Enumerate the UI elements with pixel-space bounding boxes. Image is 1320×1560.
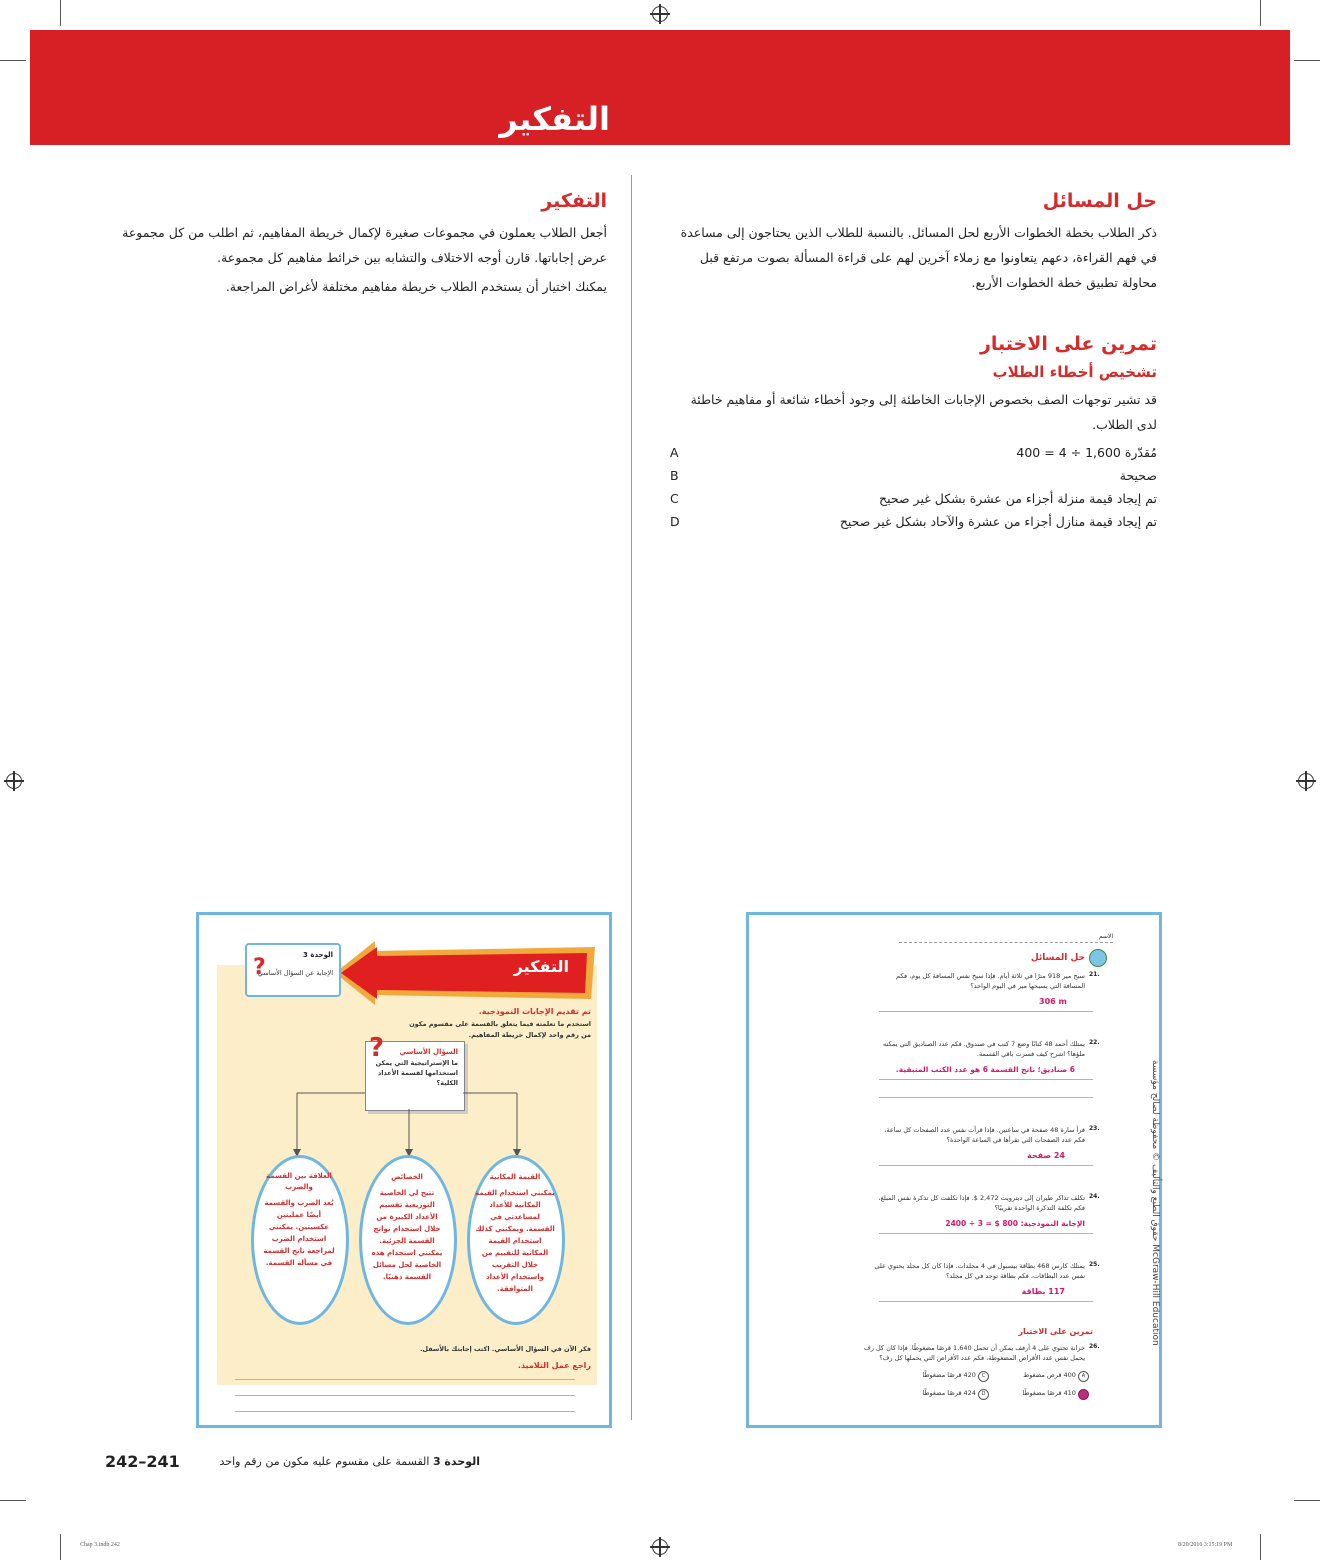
- unit-label: الوحدة 3: [303, 951, 333, 959]
- registration-mark-icon: [652, 6, 668, 22]
- oval-text: يُعد الضرب والقسمة أيضًا عمليتين عكسيتين. يمكنني استخدام الضرب لمراجعة ناتج القسمة في مسألة القسمة.: [263, 1199, 335, 1267]
- column-divider: [631, 175, 632, 1420]
- crop-mark: [60, 1534, 61, 1560]
- choice-b-selected[interactable]: [999, 1389, 1089, 1400]
- problem-text: يمتلك كارس 468 بطاقة بيسبول في 4 مجلدات. فإذا كان كل مجلد يحتوي على نفس عدد البطاقات، فكم بطاقة توجد في كل مجلد؟: [874, 1262, 1085, 1280]
- header-banner: [30, 30, 1290, 145]
- problem-answer: 24 صفحة: [1026, 1151, 1065, 1160]
- problem-answer: 117 بطاقة: [1021, 1287, 1065, 1296]
- thumb-problem-solving-heading: حل المسائل: [1030, 953, 1085, 963]
- crop-mark: [1260, 0, 1261, 26]
- left-column: [115, 190, 607, 299]
- name-field[interactable]: الاسم: [899, 933, 1113, 943]
- answer-line: [235, 1379, 575, 1380]
- choice-letter: B: [1078, 1389, 1089, 1400]
- oval-title: القيمة المكانية: [489, 1173, 541, 1181]
- option-letter: A: [670, 445, 679, 460]
- file-info: Chap 3.indb 242: [80, 1542, 120, 1548]
- problem-answer: 6 صناديق؛ ناتج القسمة 6 هو عدد الكتب المتبقية.: [895, 1065, 1075, 1074]
- option-text: تم إيجاد قيمة منازل أجزاء من عشرة والآحاد بشكل غير صحيح: [839, 514, 1157, 529]
- option-row: [670, 491, 1157, 514]
- option-row: [670, 445, 1157, 468]
- choice-letter: C: [978, 1371, 989, 1382]
- footer-unit: الوحدة 3: [432, 1455, 480, 1468]
- crop-mark: [0, 60, 26, 61]
- answer-line: [879, 1079, 1093, 1080]
- problem-number: 22.: [1089, 1039, 1100, 1046]
- registration-mark-icon: [6, 773, 22, 789]
- answer-line: [235, 1395, 575, 1396]
- answer-line: [879, 1165, 1093, 1166]
- reflect-prompt: فكر الآن في السؤال الأساسي. اكتب إجابتك بالأسفل.: [419, 1345, 591, 1353]
- footer-unit-line: [200, 1455, 480, 1468]
- answer-line: [879, 1097, 1093, 1098]
- footer-unit-title: القسمة على مقسوم عليه مكون من رقم واحد: [219, 1455, 430, 1468]
- problem-solving-heading: حل المسائل: [1042, 190, 1157, 212]
- choice-text: 410 قرصًا مضغوطًا: [1022, 1389, 1076, 1397]
- concept-map-thumbnail: [196, 912, 612, 1428]
- answer-line: [879, 1233, 1093, 1234]
- option-text: صحيحة: [1119, 468, 1157, 483]
- problem-text: خزانة تحتوي على 4 أرفف يمكن أن تحمل 1,640 قرصًا مضغوطًا. فإذا كان كل رف يحمل نفس عدد الأقراص المضغوطة، فكم عدد الأقراص التي يحملها كل رف؟: [864, 1344, 1085, 1362]
- problem-number: 23.: [1089, 1125, 1100, 1132]
- globe-icon: [1089, 949, 1107, 967]
- answer-line: [879, 1011, 1093, 1012]
- crop-mark: [1294, 60, 1320, 61]
- choice-d[interactable]: [899, 1389, 989, 1400]
- oval-text: يمكنني استخدام القيمة المكانية للأعداد لمساعدتي في القسمة. ويمكنني كذلك استخدام القيمة المكانية للتقييم من خلال التقريب واستخدام الأعداد المتوافقة.: [475, 1189, 555, 1293]
- choice-text: 420 قرصًا مضغوطًا: [922, 1371, 976, 1379]
- choice-letter: A: [1078, 1371, 1089, 1382]
- concept-map-instruction: استخدم ما تعلمته فيما يتعلق بالقسمة على مقسوم مكون من رقم واحد لإكمال خريطة المفاهيم.: [409, 1020, 591, 1039]
- answer-line: [879, 1301, 1093, 1302]
- oval-text: تتيح لي الخاصية التوزيعية تقسيم الأعداد الكبيرة من خلال استخدام نواتج القسمة الجزئية. يمكنني استخدام هذه الخاصية لحل مسائل القسمة ذهنيًا.: [371, 1189, 443, 1281]
- option-row: [670, 514, 1157, 537]
- essential-question-text: ما الإستراتيجية التي يمكن استخدامها لقسمة الأعداد الكلية؟: [375, 1059, 458, 1087]
- crop-mark: [0, 1500, 26, 1501]
- essential-answer-label: الإجابة عن السؤال الأساسي: [257, 969, 333, 977]
- oval-title: العلاقة بين القسمة والضرب: [266, 1172, 332, 1191]
- problem-solving-text: ذكر الطلاب بخطة الخطوات الأربع لحل المسائل. بالنسبة للطلاب الذين يحتاجون إلى مساعدة في فهم القراءة، دعهم يتعاونوا مع زملاء آخرين لهم على قراءة المسألة بصوت مرتفع قبل محاولة تطبيق خطة الخطوات الأربع.: [680, 225, 1157, 290]
- problem-text: سبح مير 918 مترًا في ثلاثة أيام. فإذا سبح نفس المسافة كل يوم، فكم المسافة التي يسبحها مير في اليوم الواحد؟: [896, 972, 1085, 990]
- reflect-review-text: يمكنك اختيار أن يستخدم الطلاب خريطة مفاهيم مختلفة لأغراض المراجعة.: [225, 279, 607, 294]
- page-numbers: 242–241: [105, 1452, 180, 1471]
- choice-letter: D: [978, 1389, 989, 1400]
- registration-mark-icon: [652, 1539, 668, 1555]
- banner-title: التفكير: [499, 100, 610, 138]
- option-letter: C: [670, 491, 679, 506]
- connector-lines: [199, 915, 609, 1175]
- timestamp: 8/20/2016 3:15:19 PM: [1178, 1542, 1233, 1548]
- choice-text: 424 قرصًا مضغوطًا: [922, 1389, 976, 1397]
- model-answers-title: تم تقديم الإجابات النموذجية.: [478, 1007, 591, 1016]
- problem-text: يمتلك أحمد 48 كتابًا وضع 7 كتب في صندوق. فكم عدد الصناديق التي يمكنه ملؤها؟ اشرح كيف فسرت باقي القسمة.: [883, 1040, 1085, 1058]
- choice-a[interactable]: [999, 1371, 1089, 1382]
- problem-answer: الإجابة النموذجية: 800 $ = 3 ÷ 2400: [945, 1219, 1085, 1228]
- worksheet-thumbnail: [746, 912, 1162, 1428]
- thumb-test-practice-heading: تمرين على الاختبار: [1018, 1327, 1093, 1336]
- option-letter: B: [670, 468, 679, 483]
- right-column: [670, 190, 1157, 537]
- problem-number: 24.: [1089, 1193, 1100, 1200]
- test-practice-heading: تمرين على الاختبار: [979, 333, 1157, 355]
- oval-title: الخصائص: [391, 1173, 423, 1181]
- problem-text: تكلف تذاكر طيران إلى ديترويت 2,472 $. فإذا تكلفت كل تذكرة نفس المبلغ، فكم تكلفة التذكرة الواحدة تقريبًا؟: [878, 1194, 1085, 1212]
- problem-number: 26.: [1089, 1343, 1100, 1350]
- crop-mark: [1260, 1534, 1261, 1560]
- diagnose-errors-heading: تشخيص أخطاء الطلاب: [992, 363, 1157, 381]
- answer-line: [235, 1411, 575, 1412]
- choice-c[interactable]: [899, 1371, 989, 1382]
- question-mark-icon: ?: [369, 1033, 385, 1063]
- crop-mark: [1294, 1500, 1320, 1501]
- answer-options: [670, 445, 1157, 537]
- reflect-text: أجعل الطلاب يعملون في مجموعات صغيرة لإكمال خريطة المفاهيم، ثم اطلب من كل مجموعة عرض إجاباتها. قارن أوجه الاختلاف والتشابه بين خرائط مفاهيم كل مجموعة.: [122, 225, 607, 265]
- diagnose-errors-text: قد تشير توجهات الصف بخصوص الإجابات الخاطئة إلى وجود أخطاء شائعة أو مفاهيم خاطئة لدى الطلاب.: [690, 392, 1157, 432]
- copyright-credit: حقوق الطبع والتأليف © محفوظة لصالح مؤسسة McGraw-Hill Education: [1150, 1060, 1160, 1346]
- registration-mark-icon: [1298, 773, 1314, 789]
- problem-answer: 306 m: [1039, 997, 1067, 1006]
- thumb-banner-title: التفكير: [513, 957, 569, 976]
- problem-number: 25.: [1089, 1261, 1100, 1268]
- crop-mark: [60, 0, 61, 26]
- reflect-heading: التفكير: [541, 190, 607, 212]
- option-row: [670, 468, 1157, 491]
- question-mark-icon: ?: [253, 955, 266, 980]
- problem-text: قرأ سارة 48 صفحة في ساعتين. فإذا قرأت نفس عدد الصفحات كل ساعة، فكم عدد الصفحات التي تقرأها في الساعة الواحدة؟: [884, 1126, 1085, 1144]
- review-note: راجع عمل التلاميذ.: [517, 1361, 591, 1370]
- option-text: مُقدّرة 1,600 ÷ 4 = 400: [1016, 445, 1157, 460]
- option-text: تم إيجاد قيمة منزلة أجزاء من عشرة بشكل غير صحيح: [879, 491, 1157, 506]
- problem-number: 21.: [1089, 971, 1100, 978]
- option-letter: D: [670, 514, 680, 529]
- choice-text: 400 قرص مضغوط: [1023, 1371, 1076, 1379]
- essential-question-title: السؤال الأساسي: [399, 1048, 458, 1056]
